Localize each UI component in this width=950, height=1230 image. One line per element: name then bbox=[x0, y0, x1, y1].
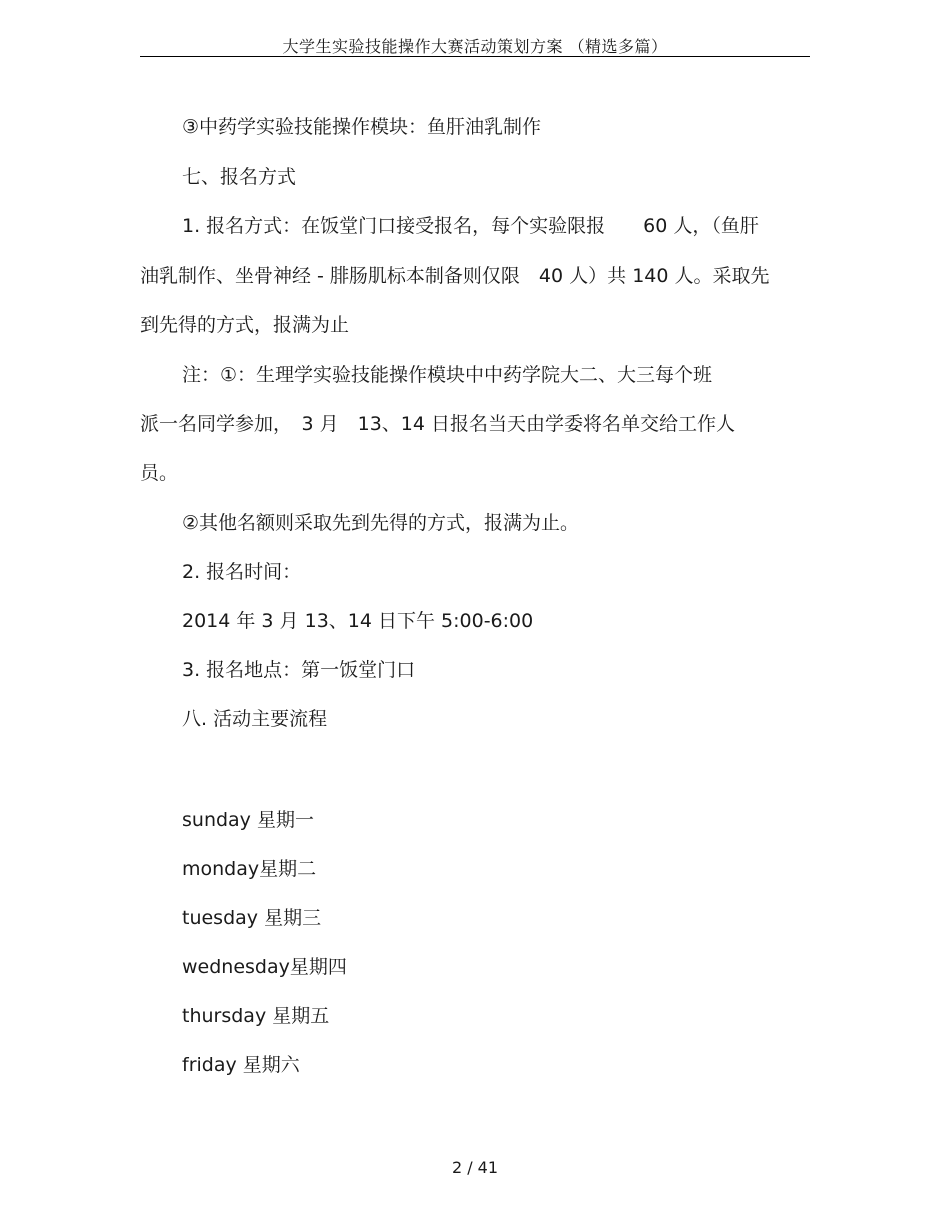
day-list-item: thursday 星期五 bbox=[182, 1005, 330, 1027]
text-line: ②其他名额则采取先到先得的方式，报满为止。 bbox=[182, 512, 580, 534]
page-header-title: 大学生实验技能操作大赛活动策划方案 （精选多篇） bbox=[282, 37, 668, 56]
text-line: 派一名同学参加， 3 月 13、14 日报名当天由学委将名单交给工作人 bbox=[140, 413, 736, 435]
text-line: 3. 报名地点：第一饭堂门口 bbox=[182, 659, 416, 681]
text-line: 到先得的方式，报满为止 bbox=[140, 314, 350, 336]
day-list-item: wednesday星期四 bbox=[182, 956, 347, 978]
page-number: 2 / 41 bbox=[451, 1158, 499, 1177]
day-list-item: sunday 星期一 bbox=[182, 809, 314, 831]
day-list-item: friday 星期六 bbox=[182, 1054, 300, 1076]
text-line: 油乳制作、坐骨神经 - 腓肠肌标本制备则仅限 40 人）共 140 人。采取先 bbox=[140, 265, 770, 287]
section-heading: 七、报名方式 bbox=[182, 166, 297, 188]
day-list-item: tuesday 星期三 bbox=[182, 907, 322, 929]
text-line: 注：①：生理学实验技能操作模块中中药学院大二、大三每个班 bbox=[182, 364, 713, 386]
text-line: 员。 bbox=[140, 462, 179, 484]
text-line: 2014 年 3 月 13、14 日下午 5:00-6:00 bbox=[182, 610, 534, 632]
text-line: ③中药学实验技能操作模块：鱼肝油乳制作 bbox=[182, 116, 542, 138]
day-list-item: monday星期二 bbox=[182, 858, 317, 880]
section-heading: 八. 活动主要流程 bbox=[182, 708, 328, 730]
header-divider bbox=[140, 56, 810, 57]
text-line: 1. 报名方式：在饭堂门口接受报名，每个实验限报 60 人，（鱼肝 bbox=[182, 215, 759, 237]
text-line: 2. 报名时间： bbox=[182, 561, 302, 583]
